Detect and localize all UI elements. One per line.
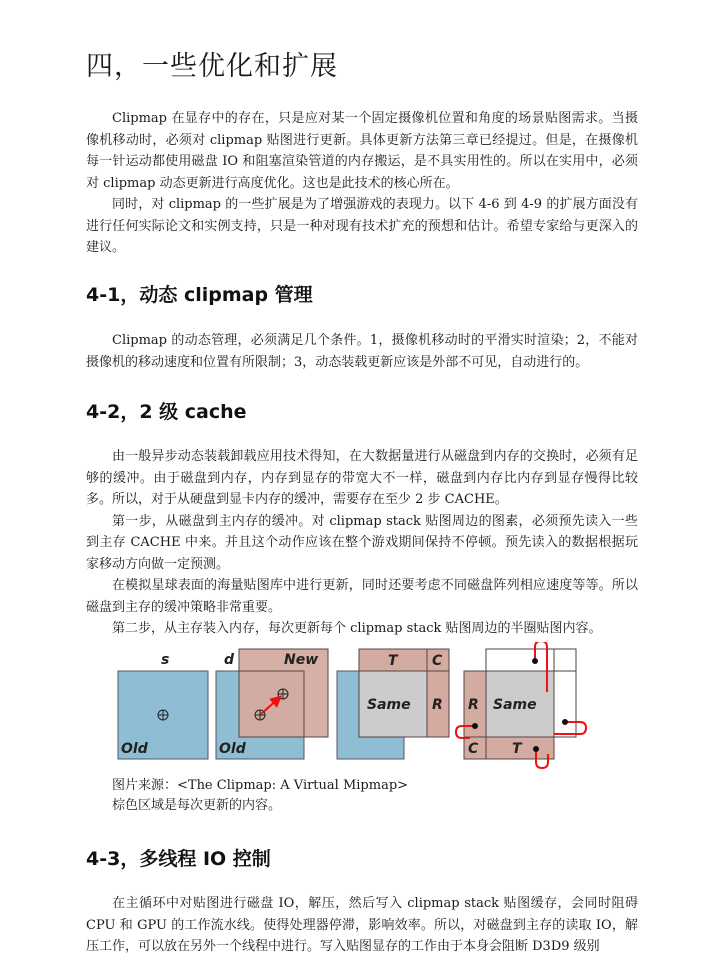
label-r: R xyxy=(468,697,479,713)
label-d: d xyxy=(224,652,235,668)
label-r: R xyxy=(432,697,443,713)
section-4-2-text xyxy=(86,446,638,640)
caption-note: 棕色区域是每次更新的内容。 xyxy=(112,798,282,813)
center-crosshair-icon xyxy=(158,710,168,720)
panel-s xyxy=(118,652,208,759)
label-t: T xyxy=(512,741,522,757)
panel-update-regions xyxy=(337,649,449,759)
chapter-title: 四，一些优化和扩展 xyxy=(86,51,338,82)
paragraph: Clipmap 的动态管理，必须满足几个条件。1，摄像机移动时的平滑实时渲染；2，不能对摄像机的移动速度和位置有所限制；3，动态装载更新应该是外部不可见，自动进行的。 xyxy=(86,333,638,370)
paragraph: 第一步，从磁盘到主内存的缓冲。对 clipmap stack 贴图周边的图素，必须预先读入一些到主存 CACHE 中来。并且这个动作应该在整个游戏期间保持不停顿。预先读入的数据根据玩家移动方向做一定预测。 xyxy=(86,513,638,572)
label-t: T xyxy=(388,653,398,669)
label-c: C xyxy=(432,653,443,669)
label-new: New xyxy=(284,652,319,668)
intro-text xyxy=(86,108,638,259)
paragraph: Clipmap 在显存中的存在，只是应对某一个固定摄像机位置和角度的场景贴图需求。当摄像机移动时，必须对 clipmap 贴图进行更新。具体更新方法第三章已经提过。但是，在摄像机每一针运动都使用磁盘 IO 和阻塞渲染管道的内存搬运，是不具实用性的。所以在实用中，必须对 clipmap 动态更新进行高度优化。这也是此技术的核心所在。 xyxy=(86,111,638,191)
paragraph: 在模拟星球表面的海量贴图库中进行更新，同时还要考虑不同磁盘阵列相应速度等等。所以磁盘到主存的缓冲策略非常重要。 xyxy=(86,578,638,615)
panel-d xyxy=(216,649,328,759)
caption-source: 图片来源：<The Clipmap: A Virtual Mipmap> xyxy=(112,778,409,793)
paragraph: 第二步，从主存装入内存，每次更新每个 clipmap stack 贴图周边的半圈贴图内容。 xyxy=(112,621,602,636)
label-c: C xyxy=(468,741,479,757)
label-same: Same xyxy=(367,697,411,713)
paragraph: 由一般异步动态装载卸载应用技术得知，在大数据量进行从磁盘到内存的交换时，必须有足够的缓冲。由于磁盘到内存，内存到显存的带宽大不一样，磁盘到内存比内存到显存慢得比较多。所以，对于从硬盘到显卡内存的缓冲，需要存在至少 2 步 CACHE。 xyxy=(86,449,638,507)
figure-caption xyxy=(112,776,408,816)
label-old: Old xyxy=(121,741,148,757)
paragraph: 同时，对 clipmap 的一些扩展是为了增强游戏的表现力。以下 4-6 到 4-9 的扩展方面没有进行任何实际论文和实例支持，只是一种对现有技术扩充的预想和估计。希望专家给与更深入的建议。 xyxy=(86,197,638,255)
section-4-3-text xyxy=(86,893,638,958)
section-heading-4-2: 4-2，2 级 cache xyxy=(86,401,247,423)
new-center-crosshair-icon xyxy=(278,689,288,699)
panel-toroidal-wrap xyxy=(456,642,586,768)
section-4-1-text xyxy=(86,330,638,373)
label-s: s xyxy=(161,652,170,668)
label-same: Same xyxy=(493,697,537,713)
paragraph: 在主循环中对贴图进行磁盘 IO，解压，然后写入 clipmap stack 贴图缓存，会同时阻碍 CPU 和 GPU 的工作流水线。使得处理器停滞，影响效率。所以，对磁盘到主存的读取 IO，解压工作，可以放在另外一个线程中进行。写入贴图显存的工作由于本身会阻断 D3D9 级别 xyxy=(86,896,638,954)
section-heading-4-1: 4-1，动态 clipmap 管理 xyxy=(86,284,313,306)
clipmap-update-figure xyxy=(110,642,590,770)
label-old: Old xyxy=(219,741,246,757)
section-heading-4-3: 4-3，多线程 IO 控制 xyxy=(86,848,271,870)
